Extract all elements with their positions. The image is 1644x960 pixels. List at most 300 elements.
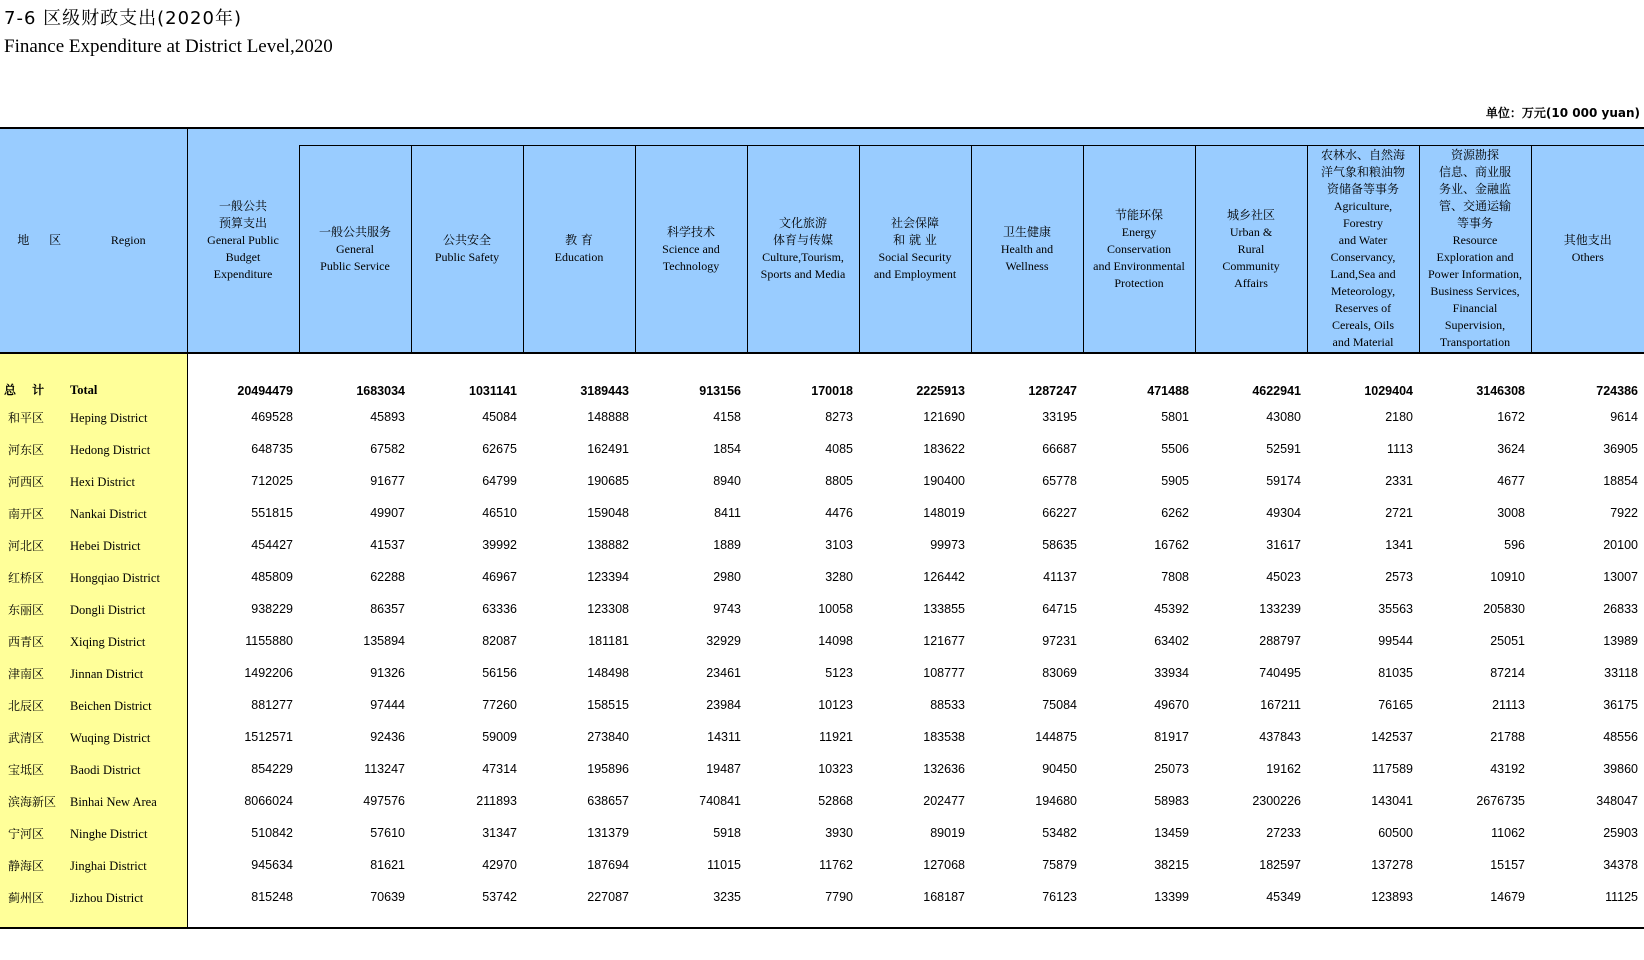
region-name-cn: 红桥区 [8, 570, 45, 585]
header-line: Urban & [1229, 224, 1273, 239]
value-cell: 551815 [251, 506, 293, 520]
table-row [0, 689, 1644, 721]
value-cell: 25051 [1490, 634, 1525, 648]
value-cell: 53742 [482, 890, 517, 904]
header-line: 文化旅游 [778, 216, 827, 230]
col-header-total-budget [187, 128, 299, 353]
value-cell: 3280 [825, 570, 853, 584]
region-cell [0, 881, 187, 913]
region-name-cn: 河西区 [8, 474, 45, 489]
value-cell: 48556 [1603, 730, 1638, 744]
value-cell: 42970 [482, 858, 517, 872]
value-cell: 31347 [482, 826, 517, 840]
value-cell: 437843 [1259, 730, 1301, 744]
value-cell: 2180 [1385, 410, 1413, 424]
region-name-cn: 静海区 [8, 858, 45, 873]
region-cell [0, 817, 187, 849]
region-name-en: Wuqing District [70, 730, 151, 745]
value-cell: 288797 [1259, 634, 1301, 648]
value-cell: 127068 [923, 858, 965, 872]
value-cell: 117589 [1372, 762, 1413, 776]
value-cell: 18854 [1603, 474, 1638, 488]
header-line: Rural [1237, 241, 1265, 256]
col-header-others [1531, 146, 1644, 354]
header-line: General [336, 241, 374, 256]
region-name-cn: 宝坻区 [8, 762, 45, 777]
value-cell: 2676735 [1476, 794, 1525, 808]
value-cell: 63336 [482, 602, 517, 616]
value-cell: 49304 [1266, 506, 1301, 520]
region-name-en: Jizhou District [70, 890, 144, 905]
header-line: 其他支出 [1563, 233, 1612, 247]
value-cell: 47314 [482, 762, 517, 776]
value-cell: 23984 [706, 698, 741, 712]
header-line: Agriculture, [1333, 199, 1393, 213]
header-line: and Material [1332, 335, 1394, 349]
value-cell: 182597 [1259, 858, 1301, 872]
value-cell: 148888 [587, 410, 629, 424]
col-header-urban-rural [1195, 146, 1307, 354]
value-cell: 4677 [1497, 474, 1525, 488]
value-cell: 46967 [482, 570, 517, 584]
value-cell: 81035 [1378, 666, 1413, 680]
value-cell: 58635 [1042, 538, 1077, 552]
table-row [0, 881, 1644, 913]
value-cell: 2300226 [1252, 794, 1301, 808]
value-cell: 64799 [482, 474, 517, 488]
value-cell: 70639 [370, 890, 405, 904]
header-line: 科学技术 [666, 224, 715, 239]
table-row [0, 785, 1644, 817]
header-line: 公共安全 [442, 233, 491, 247]
value-cell: 133239 [1259, 602, 1301, 616]
table-row [0, 849, 1644, 881]
value-cell: 91326 [370, 666, 405, 680]
value-cell: 81621 [370, 858, 405, 872]
value-cell: 8940 [713, 474, 741, 488]
region-name-cn: 南开区 [8, 506, 45, 521]
value-cell: 86357 [370, 602, 405, 616]
region-name-en: Heping District [70, 410, 148, 425]
value-cell: 33934 [1154, 666, 1189, 680]
region-name-en: Total [70, 383, 98, 397]
value-cell: 76165 [1378, 698, 1413, 712]
value-cell: 6262 [1161, 506, 1189, 520]
value-cell: 97231 [1042, 634, 1077, 648]
value-cell: 3189443 [580, 384, 629, 398]
value-cell: 2573 [1385, 570, 1413, 584]
region-header-en: Region [110, 233, 146, 247]
value-cell: 121690 [923, 410, 965, 424]
value-cell: 854229 [251, 762, 293, 776]
value-cell: 4476 [825, 506, 853, 520]
value-cell: 58983 [1154, 794, 1189, 808]
table-row [0, 721, 1644, 753]
value-cell: 49907 [370, 506, 405, 520]
header-line: Affairs [1234, 275, 1268, 290]
region-name-cn: 宁河区 [8, 826, 45, 841]
value-cell: 485809 [251, 570, 293, 584]
table-row [0, 753, 1644, 785]
region-name-en: Hebei District [70, 538, 141, 553]
value-cell: 1155880 [245, 634, 293, 648]
header-line: Protection [1114, 275, 1164, 290]
value-cell: 205830 [1483, 602, 1525, 616]
region-cell [0, 689, 187, 721]
value-cell: 1029404 [1364, 384, 1413, 398]
value-cell: 1287247 [1028, 384, 1077, 398]
table-body [0, 353, 1644, 928]
value-cell: 144875 [1035, 730, 1077, 744]
value-cell: 39860 [1603, 762, 1638, 776]
col-header-education [523, 146, 635, 354]
value-cell: 126442 [923, 570, 965, 584]
expenditure-table [0, 127, 1644, 929]
table-row [0, 593, 1644, 625]
value-cell: 938229 [251, 602, 293, 616]
table-row [0, 497, 1644, 529]
value-cell: 11921 [819, 730, 853, 744]
value-cell: 53482 [1042, 826, 1077, 840]
value-cell: 162491 [587, 442, 629, 456]
value-cell: 724386 [1596, 384, 1638, 398]
value-cell: 211893 [476, 794, 517, 808]
region-header-cn: 地 区 [17, 233, 70, 247]
value-cell: 2721 [1385, 506, 1413, 520]
header-line: 资源勘探 [1450, 148, 1499, 162]
header-line: Power Information, [1428, 267, 1522, 281]
value-cell: 36905 [1603, 442, 1638, 456]
value-cell: 21113 [1492, 698, 1525, 712]
table-row [0, 657, 1644, 689]
value-cell: 202477 [923, 794, 965, 808]
header-line: Expenditure [213, 267, 273, 281]
value-cell: 59009 [482, 730, 517, 744]
header-line: 和 就 业 [893, 233, 937, 247]
value-cell: 1683034 [356, 384, 405, 398]
value-cell: 89019 [930, 826, 965, 840]
value-cell: 10910 [1490, 570, 1525, 584]
value-cell: 66687 [1042, 442, 1077, 456]
value-cell: 740841 [699, 794, 741, 808]
value-cell: 913156 [699, 384, 741, 398]
value-cell: 13399 [1154, 890, 1189, 904]
header-line: 预算支出 [218, 216, 267, 230]
region-name-cn: 蓟州区 [8, 890, 45, 905]
value-cell: 15157 [1490, 858, 1525, 872]
value-cell: 75879 [1042, 858, 1077, 872]
value-cell: 167211 [1260, 698, 1301, 712]
value-cell: 170018 [811, 384, 853, 398]
value-cell: 2225913 [916, 384, 965, 398]
value-cell: 469528 [251, 410, 293, 424]
value-cell: 195896 [587, 762, 629, 776]
value-cell: 648735 [251, 442, 293, 456]
value-cell: 11015 [707, 858, 741, 872]
value-cell: 158515 [587, 698, 629, 712]
col-header-science-technology [635, 146, 747, 354]
region-cell [0, 625, 187, 657]
value-cell: 19162 [1266, 762, 1301, 776]
value-cell: 75084 [1042, 698, 1077, 712]
header-line: Transportation [1439, 335, 1511, 349]
value-cell: 8273 [825, 410, 853, 424]
value-cell: 497576 [363, 794, 405, 808]
value-cell: 45392 [1154, 602, 1189, 616]
value-cell: 81917 [1154, 730, 1189, 744]
header-line: 管、交通运输 [1438, 199, 1511, 213]
value-cell: 348047 [1596, 794, 1638, 808]
header-line: Science and [662, 241, 720, 256]
value-cell: 113247 [364, 762, 405, 776]
unit-label: 单位：万元(10 000 yuan) [1485, 106, 1640, 120]
header-line: 等事务 [1456, 216, 1493, 230]
value-cell: 25073 [1154, 762, 1189, 776]
header-line: Public Service [320, 258, 390, 273]
region-name-en: Nankai District [70, 506, 147, 521]
header-line: 社会保障 [890, 216, 939, 230]
value-cell: 20494479 [237, 384, 293, 398]
header-line: Cereals, Oils [1332, 318, 1394, 332]
region-name-en: Xiqing District [70, 634, 146, 649]
header-line: Conservancy, [1330, 250, 1396, 264]
value-cell: 14098 [818, 634, 853, 648]
value-cell: 142537 [1371, 730, 1413, 744]
value-cell: 25903 [1603, 826, 1638, 840]
value-cell: 131379 [587, 826, 629, 840]
total-row [0, 364, 1644, 401]
value-cell: 57610 [370, 826, 405, 840]
header-line: and Water [1338, 233, 1388, 247]
region-cell [0, 721, 187, 753]
value-cell: 3930 [825, 826, 853, 840]
region-cell [0, 401, 187, 433]
value-cell: 148498 [587, 666, 629, 680]
value-cell: 26833 [1603, 602, 1638, 616]
value-cell: 638657 [587, 794, 629, 808]
value-cell: 7790 [825, 890, 853, 904]
value-cell: 90450 [1042, 762, 1077, 776]
spacer-cell [0, 353, 187, 364]
region-name-cn: 西青区 [8, 634, 45, 649]
value-cell: 35563 [1378, 602, 1413, 616]
value-cell: 8066024 [244, 794, 293, 808]
header-line: Community [1222, 258, 1280, 273]
value-cell: 20100 [1603, 538, 1638, 552]
value-cell: 596 [1504, 538, 1525, 552]
header-line: 资储备等事务 [1326, 182, 1399, 196]
header-line: 一般公共 [218, 199, 267, 213]
value-cell: 99973 [930, 538, 965, 552]
value-cell: 190685 [587, 474, 629, 488]
value-cell: 27233 [1266, 826, 1301, 840]
value-cell: 99544 [1378, 634, 1413, 648]
value-cell: 41137 [1043, 570, 1077, 584]
value-cell: 11062 [1491, 826, 1525, 840]
page-title-cn: 7-6 区级财政支出(2020年) [4, 8, 242, 29]
header-line: 节能环保 [1114, 207, 1163, 222]
value-cell: 9614 [1610, 410, 1638, 424]
header-line: Energy [1121, 224, 1157, 239]
value-cell: 11762 [819, 858, 853, 872]
header-line: Meteorology, [1330, 284, 1396, 298]
table-row [0, 529, 1644, 561]
header-gap [299, 128, 1644, 146]
header-line: 洋气象和粮油物 [1320, 165, 1405, 179]
value-cell: 65778 [1042, 474, 1077, 488]
value-cell: 138882 [587, 538, 629, 552]
end-cell [0, 913, 187, 928]
region-cell [0, 785, 187, 817]
header-line: Culture,Tourism, [762, 250, 844, 264]
header-line: Education [554, 250, 604, 264]
header-line: Business Services, [1430, 284, 1520, 298]
value-cell: 13989 [1603, 634, 1638, 648]
value-cell: 41537 [370, 538, 405, 552]
header-line: and Employment [873, 267, 957, 281]
header-line: Public Safety [434, 250, 500, 264]
region-cell [0, 364, 187, 401]
header-line: 城乡社区 [1226, 207, 1275, 222]
table-row [0, 817, 1644, 849]
value-cell: 36175 [1603, 698, 1638, 712]
value-cell: 123308 [587, 602, 629, 616]
region-name-cn: 武清区 [8, 730, 45, 745]
value-cell: 1031141 [469, 384, 517, 398]
col-header-health [971, 146, 1083, 354]
region-name-cn: 和平区 [8, 410, 45, 425]
region-cell [0, 433, 187, 465]
value-cell: 123893 [1371, 890, 1413, 904]
value-cell: 5918 [713, 826, 741, 840]
value-cell: 9743 [713, 602, 741, 616]
value-cell: 1113 [1387, 442, 1413, 456]
header-line: Health and [1000, 241, 1054, 256]
col-header-resource-exploration [1419, 146, 1531, 354]
col-header-culture-tourism [747, 146, 859, 354]
value-cell: 62675 [482, 442, 517, 456]
value-cell: 34378 [1603, 858, 1638, 872]
col-header-public-safety [411, 146, 523, 354]
region-name-en: Beichen District [70, 698, 152, 713]
value-cell: 92436 [370, 730, 405, 744]
value-cell: 11125 [1605, 890, 1638, 904]
value-cell: 77260 [482, 698, 517, 712]
value-cell: 135894 [363, 634, 405, 648]
value-cell: 45893 [370, 410, 405, 424]
region-name-cn: 总 计 [4, 383, 51, 397]
value-cell: 5123 [825, 666, 853, 680]
col-header-agriculture [1307, 146, 1419, 354]
region-name-en: Hexi District [70, 474, 135, 489]
region-cell [0, 465, 187, 497]
value-cell: 56156 [482, 666, 517, 680]
header-line: Land,Sea and [1330, 267, 1396, 281]
region-name-cn: 河北区 [8, 538, 45, 553]
value-cell: 45023 [1266, 570, 1301, 584]
value-cell: 2980 [713, 570, 741, 584]
value-cell: 91677 [370, 474, 405, 488]
value-cell: 46510 [482, 506, 517, 520]
region-cell [0, 497, 187, 529]
header-line: Sports and Media [760, 267, 846, 281]
value-cell: 227087 [587, 890, 629, 904]
value-cell: 454427 [251, 538, 293, 552]
value-cell: 38215 [1154, 858, 1189, 872]
value-cell: 159048 [587, 506, 629, 520]
value-cell: 5905 [1161, 474, 1189, 488]
region-name-cn: 滨海新区 [8, 794, 57, 809]
value-cell: 8805 [825, 474, 853, 488]
region-name-en: Ninghe District [70, 826, 148, 841]
value-cell: 43192 [1490, 762, 1525, 776]
value-cell: 97444 [370, 698, 405, 712]
header-line: Forestry [1343, 216, 1383, 230]
header-line: Wellness [1005, 258, 1049, 273]
value-cell: 13459 [1154, 826, 1189, 840]
value-cell: 32929 [706, 634, 741, 648]
header-line: 务业、金融监 [1438, 182, 1511, 196]
region-name-en: Baodi District [70, 762, 141, 777]
value-cell: 31617 [1266, 538, 1301, 552]
header-line: and Environmental [1093, 258, 1185, 273]
value-cell: 13007 [1603, 570, 1638, 584]
header-line: 信息、商业服 [1438, 165, 1511, 179]
col-header-general-public-service [299, 146, 411, 354]
value-cell: 3146308 [1476, 384, 1525, 398]
header-line: Supervision, [1444, 318, 1506, 332]
value-cell: 3103 [825, 538, 853, 552]
value-cell: 52591 [1266, 442, 1301, 456]
value-cell: 62288 [370, 570, 405, 584]
value-cell: 143041 [1371, 794, 1413, 808]
region-cell [0, 657, 187, 689]
header-line: 教 育 [565, 233, 593, 247]
value-cell: 108777 [923, 666, 965, 680]
region-name-en: Dongli District [70, 602, 146, 617]
table-row [0, 561, 1644, 593]
region-name-cn: 东丽区 [8, 602, 45, 617]
value-cell: 87214 [1490, 666, 1525, 680]
value-cell: 33195 [1042, 410, 1077, 424]
value-cell: 23461 [706, 666, 741, 680]
value-cell: 3235 [713, 890, 741, 904]
value-cell: 881277 [251, 698, 293, 712]
region-name-en: Hongqiao District [70, 570, 160, 585]
value-cell: 740495 [1259, 666, 1301, 680]
value-cell: 83069 [1042, 666, 1077, 680]
table-row [0, 625, 1644, 657]
region-cell [0, 593, 187, 625]
value-cell: 43080 [1266, 410, 1301, 424]
value-cell: 183538 [923, 730, 965, 744]
value-cell: 121677 [923, 634, 965, 648]
header-line: Financial [1452, 301, 1498, 315]
region-cell [0, 529, 187, 561]
value-cell: 8411 [714, 506, 741, 520]
header-line: 卫生健康 [1002, 224, 1051, 239]
value-cell: 137278 [1371, 858, 1413, 872]
value-cell: 510842 [251, 826, 293, 840]
value-cell: 19487 [706, 762, 741, 776]
value-cell: 45349 [1266, 890, 1301, 904]
value-cell: 1512571 [244, 730, 293, 744]
table-row [0, 433, 1644, 465]
end-fill [187, 913, 1644, 928]
region-name-cn: 津南区 [8, 666, 45, 681]
header-line: 一般公共服务 [318, 224, 391, 239]
value-cell: 194680 [1035, 794, 1077, 808]
